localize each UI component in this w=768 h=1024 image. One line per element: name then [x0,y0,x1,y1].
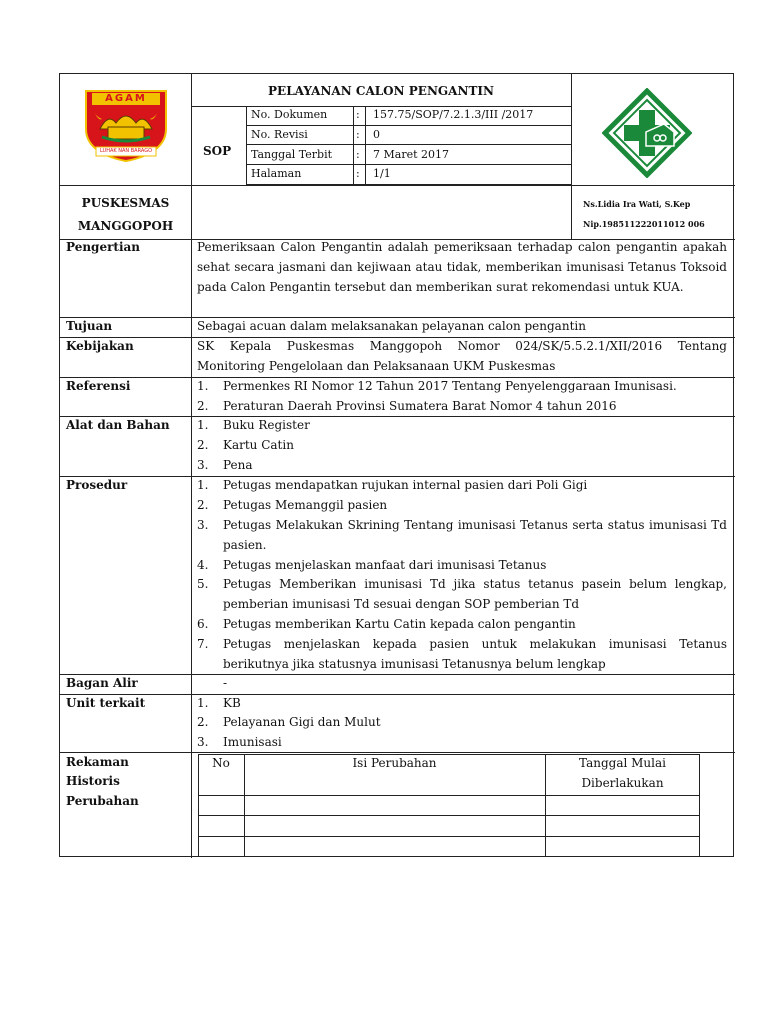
unit-item [197,712,727,732]
list-number: 1. [197,478,209,492]
unit-item [197,693,727,713]
list-text: Petugas Melakukan Skrining Tentang imunisasi Tetanus serta status imunisasi Td pasien. [223,518,727,552]
meta-label-tanggal-terbit: Tanggal Terbit [251,148,333,161]
history-col-tanggal-line1: Tanggal Mulai [579,756,666,770]
list-number: 2. [197,438,209,452]
meta-value-halaman: 1/1 [373,167,391,180]
label-alat-dan-bahan: Alat dan Bahan [66,418,170,432]
alat-item [197,435,727,455]
meta-value-no-dokumen: 157.75/SOP/7.2.1.3/III /2017 [373,108,534,121]
meta-colon: : [356,148,360,161]
puskesmas-emblem-icon [602,88,692,178]
label-bagan-alir: Bagan Alir [66,676,138,690]
list-text: Peraturan Daerah Provinsi Sumatera Barat Nomor 4 tahun 2016 [223,399,617,413]
body-column-divider [191,239,192,858]
alat-item [197,455,727,475]
signer-name: Ns.Lidia Ira Wati, S.Kep [583,199,691,209]
meta-label-no-dokumen: No. Dokumen [251,108,328,121]
agam-logo-text: AGAM [105,93,147,104]
prosedur-item [197,634,727,674]
prosedur-item [197,495,727,515]
list-number: 5. [197,577,209,591]
label-rekaman: Rekaman [66,755,129,769]
row-divider [60,752,735,753]
list-text: Buku Register [223,418,310,432]
header-divider-left [191,74,192,239]
prosedur-item [197,475,727,495]
prosedur-item [197,515,727,555]
revision-history-table [198,754,700,857]
list-text: Pelayanan Gigi dan Mulut [223,715,381,729]
header-mid-line [60,185,735,186]
list-number: 3. [197,458,209,472]
list-number: 2. [197,715,209,729]
list-number: 1. [197,696,209,710]
list-number: 2. [197,399,209,413]
pengertian-text: Pemeriksaan Calon Pengantin adalah pemeriksaan terhadap calon pengantin apakah sehat secara jasmani dan kejiwaan atau tidak, memberikan imunisasi Tetanus Toksoid pada Calon Pengantin tersebut dan memberikan surat rekomendasi untuk KUA. [197,240,727,294]
list-number: 7. [197,637,209,651]
row-divider [60,674,735,675]
label-historis: Historis [66,774,120,788]
unit-item [197,732,727,752]
org-name-line2: MANGGOPOH [77,219,174,233]
list-text: KB [223,696,241,710]
label-kebijakan: Kebijakan [66,339,134,353]
list-number: 3. [197,518,209,532]
meta-colon: : [356,167,360,180]
tujuan-text: Sebagai acuan dalam melaksanakan pelayanan calon pengantin [197,319,586,333]
prosedur-item [197,574,727,614]
sop-document [59,73,734,857]
prosedur-item [197,555,727,575]
list-text: Petugas Memberikan imunisasi Td jika status tetanus pasein belum lengkap, pemberian imunisasi Td sesuai dengan SOP pemberian Td [223,577,727,611]
document-meta-table [246,106,571,185]
meta-colon: : [356,128,360,141]
document-title: PELAYANAN CALON PENGANTIN [268,84,494,98]
list-text: Imunisasi [223,735,282,749]
list-text: Petugas menjelaskan manfaat dari imunisasi Tetanus [223,558,547,572]
list-number: 1. [197,379,209,393]
history-col-no: No [212,756,230,770]
list-number: 3. [197,735,209,749]
list-text: Petugas Memanggil pasien [223,498,388,512]
list-text: Petugas memberikan Kartu Catin kepada calon pengantin [223,617,576,631]
list-number: 6. [197,617,209,631]
list-text: Petugas mendapatkan rujukan internal pasien dari Poli Gigi [223,478,588,492]
list-text: Pena [223,458,253,472]
kebijakan-text: SK Kepala Puskesmas Manggopoh Nomor 024/SK/5.5.2.1/XII/2016 Tentang Monitoring Pengelolaan dan Pelaksanaan UKM Puskesmas [197,339,727,373]
history-col-tanggal-line2: Diberlakukan [581,776,664,790]
referensi-item [197,376,727,396]
label-prosedur: Prosedur [66,478,128,492]
agam-logo-banner: LUHAK NAN BARAGO [100,148,152,154]
list-text: Permenkes RI Nomor 12 Tahun 2017 Tentang Penyelenggaraan Imunisasi. [223,379,677,393]
meta-label-halaman: Halaman [251,167,302,180]
puskesmas-logo [602,88,692,178]
list-number: 4. [197,558,209,572]
label-pengertian: Pengertian [66,240,141,254]
list-number: 2. [197,498,209,512]
label-referensi: Referensi [66,379,131,393]
bagan-alir-value: - [223,676,228,690]
list-text: Kartu Catin [223,438,294,452]
meta-value-tanggal-terbit: 7 Maret 2017 [373,148,449,161]
org-name-line1: PUSKESMAS [81,196,170,210]
list-text: Petugas menjelaskan kepada pasien untuk melakukan imunisasi Tetanus berikutnya jika statusnya imunisasi Tetanusnya belum lengkap [223,637,727,671]
prosedur-item [197,614,727,634]
meta-colon: : [356,108,360,121]
label-perubahan: Perubahan [66,794,139,808]
meta-value-no-revisi: 0 [373,128,380,141]
meta-label-no-revisi: No. Revisi [251,128,308,141]
list-number: 1. [197,418,209,432]
sop-label: SOP [203,144,232,158]
alat-item [197,415,727,435]
history-col-isi: Isi Perubahan [352,756,437,770]
referensi-item [197,396,727,416]
signer-nip: Nip.198511222011012 006 [583,219,705,229]
agam-logo [82,89,170,163]
header-divider-right [571,74,572,239]
label-tujuan: Tujuan [66,319,113,333]
label-unit-terkait: Unit terkait [66,696,146,710]
